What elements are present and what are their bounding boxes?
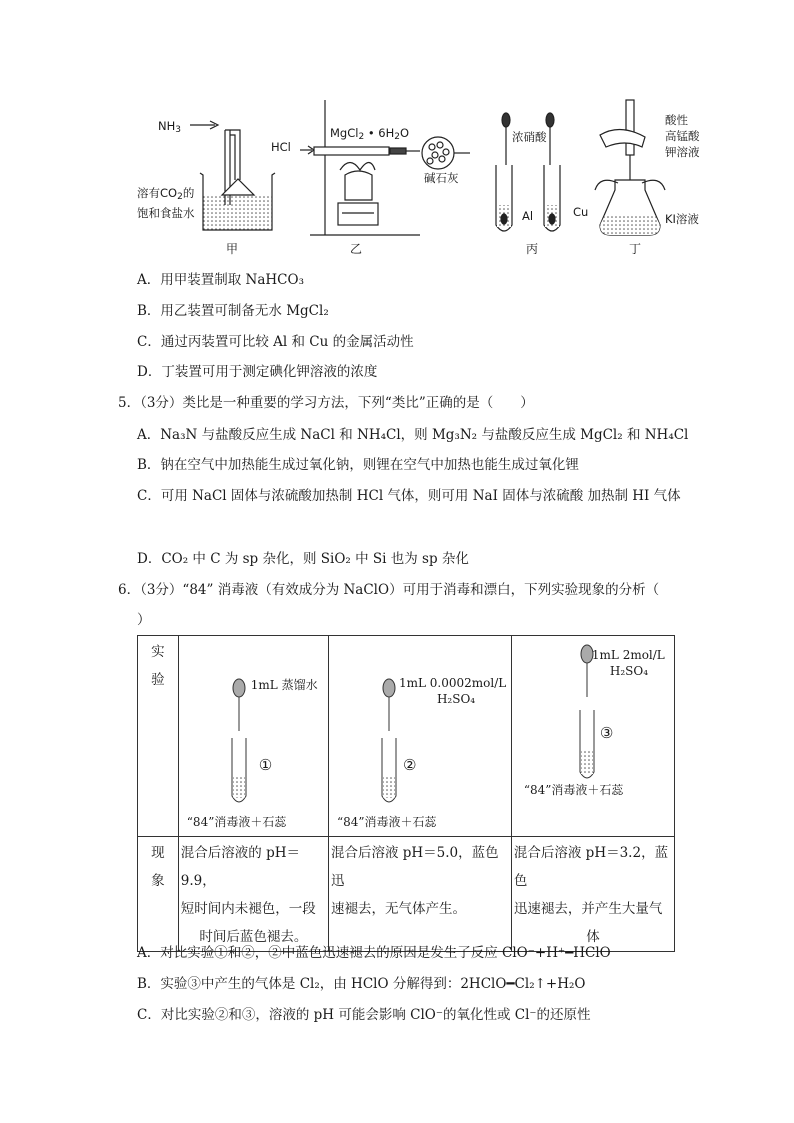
q4-option-a: A．用甲装置制取 NaHCO₃	[137, 272, 304, 288]
observation-1	[178, 837, 328, 952]
caption-jia: 甲	[226, 242, 239, 256]
q6-stem-line1: 6．（3分）“84” 消毒液（有效成分为 NaClO）可用于消毒和漂白，下列实验现象的分析（	[118, 582, 660, 598]
obs-3-line-1: 混合后溶液 pH＝3.2，蓝色	[513, 845, 669, 889]
row-header-observation: 现 象	[138, 837, 179, 952]
reagent-2: 1mL 0.0002mol/L	[398, 676, 507, 690]
observation-3	[511, 837, 674, 952]
experiment-table	[137, 635, 675, 952]
label-conc-nitric: 浓硝酸	[512, 130, 547, 144]
obs-2-line-2: 速褪去，无气体产生。	[330, 901, 466, 917]
q5-option-b: B．钠在空气中加热能生成过氧化钠，则锂在空气中加热也能生成过氧化锂	[137, 457, 579, 473]
obs-1-line-1: 混合后溶液的 pH＝9.9，	[180, 845, 301, 889]
label-hcl: HCl	[271, 140, 291, 154]
experiment-cell-3	[511, 636, 674, 837]
reagent-3-acid: H₂SO₄	[609, 664, 649, 678]
apparatus-yi	[300, 100, 470, 235]
q5-option-a: A．Na₃N 与盐酸反应生成 NaCl 和 NH₄Cl，则 Mg₃N₂ 与盐酸反应生成 MgCl₂ 和 NH₄Cl	[137, 427, 689, 443]
q6-option-c: C．对比实验②和③，溶液的 pH 可能会影响 ClO⁻的氧化性或 Cl⁻的还原性	[137, 1007, 591, 1023]
reagent-3: 1mL 2mol/L	[591, 648, 665, 662]
tube-label-3: “84”消毒液＋石蕊	[523, 783, 624, 797]
q4-option-c: C．通过丙装置可比较 Al 和 Cu 的金属活动性	[137, 334, 414, 350]
label-nh3: $NH_3$	[158, 119, 181, 135]
tube-label-1: “84”消毒液＋石蕊	[186, 815, 287, 829]
experiment-cell-1	[178, 636, 328, 837]
label-cu: Cu	[573, 205, 589, 219]
obs-1-line-2: 短时间内未褪色，一段	[180, 901, 316, 917]
q6-option-b: B．实验③中产生的气体是 Cl₂，由 HClO 分解得到：2HClO━Cl₂↑+H₂O	[137, 976, 586, 992]
reagent-2-acid: H₂SO₄	[436, 692, 476, 706]
label-ki: KI溶液	[665, 212, 699, 226]
obs-2-line-1: 混合后溶液 pH＝5.0，蓝色迅	[330, 845, 499, 889]
table-row-observation	[138, 837, 675, 952]
tube-number-3: ③	[599, 724, 614, 742]
q6-option-a: A．对比实验①和②，②中蓝色迅速褪去的原因是发生了反应 ClO⁻+H⁺━HClO	[137, 945, 611, 961]
q5-option-d: D．CO₂ 中 C 为 sp 杂化，则 SiO₂ 中 Si 也为 sp 杂化	[137, 551, 469, 567]
reagent-1: 1mL 蒸馏水	[250, 678, 318, 692]
q4-option-d: D．丁装置可用于测定碘化钾溶液的浓度	[137, 364, 378, 380]
dropper-tube-2	[369, 676, 429, 811]
apparatus-ding	[595, 100, 665, 235]
q5-option-c: C．可用 NaCl 固体与浓硫酸加热制 HCl 气体，则可用 NaI 固体与浓硫酸 加热制 HI 气体	[137, 488, 681, 504]
label-mgcl2: MgCl$_2$ • $6H_2O$	[330, 126, 410, 142]
obs-3-line-3: 体	[586, 929, 600, 945]
dropper-tube-1	[219, 676, 279, 811]
tube-label-2: “84”消毒液＋石蕊	[336, 815, 437, 829]
caption-bing: 丙	[526, 242, 539, 256]
experiment-cell-2	[328, 636, 511, 837]
tube-number-1: ①	[258, 756, 273, 774]
apparatus-jia	[190, 121, 275, 230]
row-header-experiment: 实 验	[138, 636, 179, 837]
q5-stem: 5．（3分）类比是一种重要的学习方法，下列“类比”正确的是（ ）	[118, 395, 534, 411]
caption-ding: 丁	[629, 242, 642, 256]
obs-3-line-2: 迅速褪去，并产生大量气	[513, 901, 663, 917]
q6-stem-line2: ）	[137, 612, 151, 628]
caption-yi: 乙	[350, 242, 363, 256]
obs-1-line-3: 时间后蓝色褪去。	[199, 929, 308, 945]
label-al: Al	[522, 209, 534, 223]
label-kmno4: 酸性 高锰酸 钾溶液	[665, 113, 700, 159]
q4-option-b: B．用乙装置可制备无水 MgCl₂	[137, 303, 329, 319]
label-solution: 溶有$CO_2$的 饱和食盐水	[137, 186, 195, 220]
tube-number-2: ②	[402, 756, 417, 774]
table-row-experiment	[138, 636, 675, 837]
label-soda-lime: 碱石灰	[424, 171, 459, 185]
observation-2	[328, 837, 511, 952]
